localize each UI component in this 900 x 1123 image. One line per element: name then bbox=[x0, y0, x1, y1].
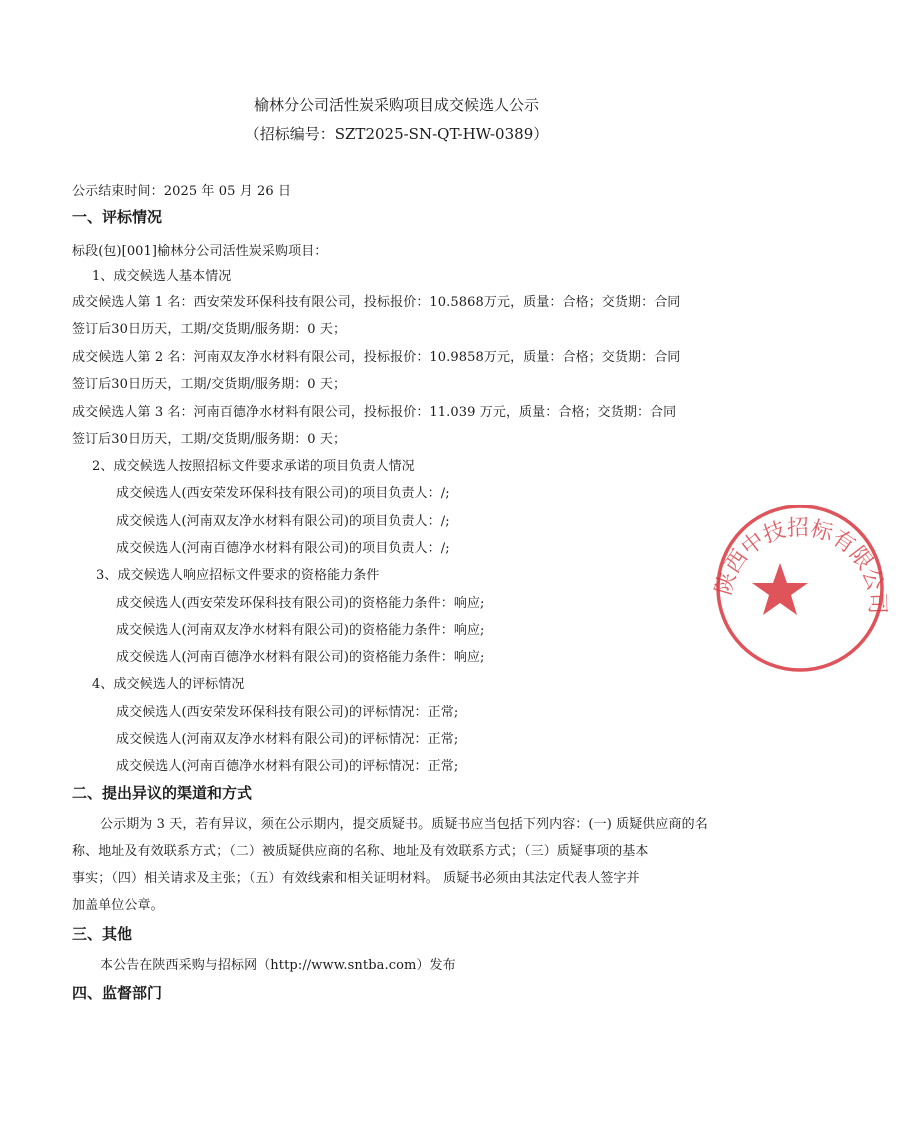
seal-star-icon bbox=[752, 563, 808, 615]
qualification-2: 成交候选人(河南双友净水材料有限公司)的资格能力条件：响应; bbox=[116, 623, 485, 638]
objection-line-1: 公示期为 3 天，若有异议，须在公示期内，提交质疑书。质疑书应当包括下列内容：(一) 质疑供应商的名 bbox=[100, 817, 708, 832]
objection-line-4: 加盖单位公章。 bbox=[72, 898, 164, 913]
tender-number: （招标编号：SZT2025-SN-QT-HW-0389） bbox=[244, 125, 549, 143]
section-4-heading: 四、监督部门 bbox=[72, 984, 163, 1002]
company-seal bbox=[700, 505, 900, 705]
manager-1: 成交候选人(西安荣发环保科技有限公司)的项目负责人：/; bbox=[116, 486, 450, 501]
candidate-1-line-a: 成交候选人第 1 名：西安荣发环保科技有限公司，投标报价：10.5868万元，质量：合格；交货期：合同 bbox=[72, 295, 681, 310]
manager-2: 成交候选人(河南双友净水材料有限公司)的项目负责人：/; bbox=[116, 514, 450, 529]
objection-line-3: 事实；（四）相关请求及主张；（五）有效线索和相关证明材料。 质疑书必须由其法定代表人签字并 bbox=[72, 871, 640, 886]
svg-text:陕西中技招标有限公司: 陕西中技招标有限公司 bbox=[711, 515, 890, 615]
section-1-heading: 一、评标情况 bbox=[72, 208, 163, 226]
subsection-4: 4、成交候选人的评标情况 bbox=[92, 677, 245, 692]
qualification-1: 成交候选人(西安荣发环保科技有限公司)的资格能力条件：响应; bbox=[116, 596, 485, 611]
evaluation-1: 成交候选人(西安荣发环保科技有限公司)的评标情况：正常; bbox=[116, 705, 459, 720]
section-2-heading: 二、提出异议的渠道和方式 bbox=[72, 784, 253, 802]
candidate-2-line-a: 成交候选人第 2 名：河南双友净水材料有限公司，投标报价：10.9858万元，质量：合格；交货期：合同 bbox=[72, 350, 681, 365]
objection-line-2: 称、地址及有效联系方式；（二）被质疑供应商的名称、地址及有效联系方式；（三）质疑事项的基本 bbox=[72, 844, 649, 859]
publication-line: 本公告在陕西采购与招标网（http://www.sntba.com）发布 bbox=[100, 958, 456, 973]
manager-3: 成交候选人(河南百德净水材料有限公司)的项目负责人：/; bbox=[116, 541, 450, 556]
candidate-1-line-b: 签订后30日历天，工期/交货期/服务期：0 天； bbox=[72, 322, 347, 337]
candidate-2-line-b: 签订后30日历天，工期/交货期/服务期：0 天； bbox=[72, 377, 347, 392]
candidate-3-line-b: 签订后30日历天，工期/交货期/服务期：0 天； bbox=[72, 432, 347, 447]
subsection-1: 1、成交候选人基本情况 bbox=[92, 269, 232, 284]
subsection-3: 3、成交候选人响应招标文件要求的资格能力条件 bbox=[96, 568, 380, 583]
end-time: 公示结束时间：2025 年 05 月 26 日 bbox=[72, 184, 292, 199]
qualification-3: 成交候选人(河南百德净水材料有限公司)的资格能力条件：响应; bbox=[116, 650, 485, 665]
section-3-heading: 三、其他 bbox=[72, 925, 133, 943]
candidate-3-line-a: 成交候选人第 3 名：河南百德净水材料有限公司，投标报价：11.039 万元，质量：合格；交货期：合同 bbox=[72, 405, 677, 420]
evaluation-3: 成交候选人(河南百德净水材料有限公司)的评标情况：正常; bbox=[116, 759, 459, 774]
document-title: 榆林分公司活性炭采购项目成交候选人公示 bbox=[253, 96, 539, 114]
evaluation-2: 成交候选人(河南双友净水材料有限公司)的评标情况：正常; bbox=[116, 732, 459, 747]
subsection-2: 2、成交候选人按照招标文件要求承诺的项目负责人情况 bbox=[92, 459, 415, 474]
lot-line: 标段(包)[001]榆林分公司活性炭采购项目： bbox=[72, 244, 328, 259]
